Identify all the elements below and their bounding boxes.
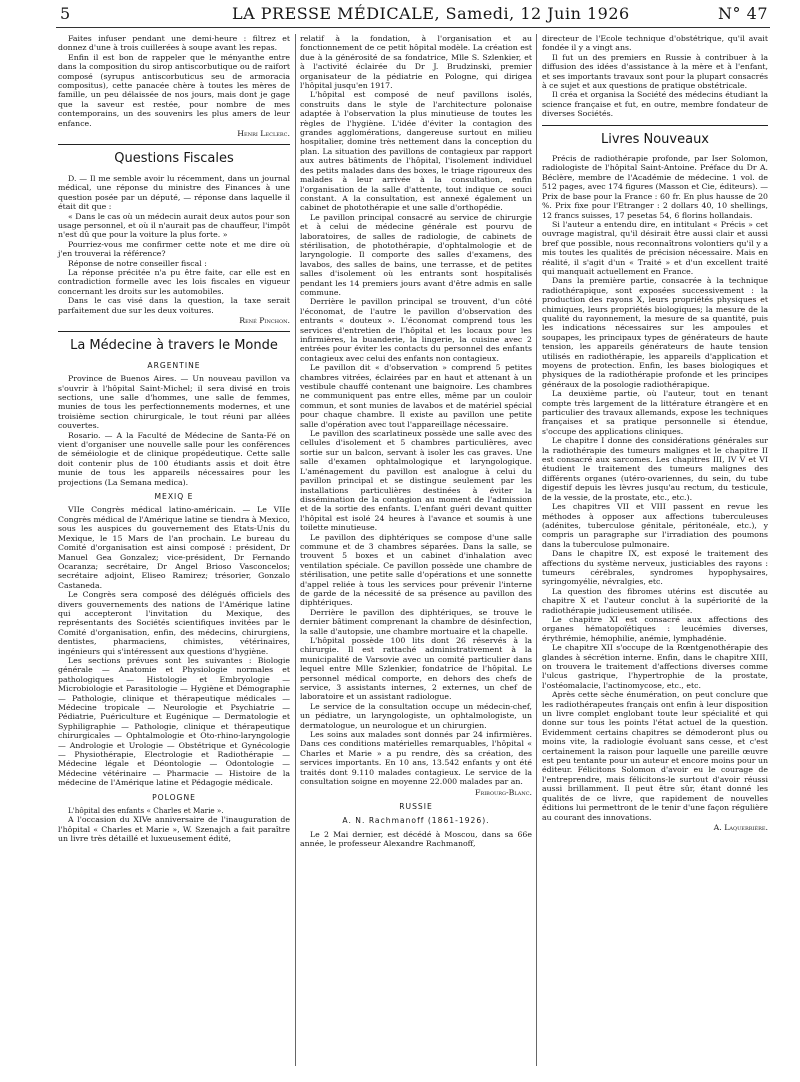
paragraph: VIIe Congrès médical latino-américain. — Le VIIe Congrès médical de l'Amérique latine se tiendra à Mexico, sous les auspices du gouvernement des Etats-Unis du Mexique, le 15 Mars de l'an prochain. Le bureau du Comité d'organisation est ainsi composé : président, Dr Manuel Gea Gonzalez; vice-président, Dr Fernando Ocaranza; secrétaire, Dr Angel Brioso Vasconcelos; secrétaire adjoint, Eliseo Ramirez; trésorier, Gonzalo Castaneda. [58, 505, 290, 590]
page-header [0, 0, 800, 36]
paragraph: Le chapitre XI est consacré aux affections des organes hématopoïétiques : leucémies diverses, érythrémie, hémophilie, anémie, lymphadénie. [542, 614, 768, 643]
paragraph: Province de Buenos Aires. — Un nouveau pavillon va s'ouvrir à l'hôpital Saint-Michel; il sera divisé en trois sections, une salle d'hommes, une salle de femmes, munies de tous les perfectionnements modernes, et une troisième section chirurgicale, le tout réuni par allées couvertes. [58, 374, 290, 431]
paragraph: La deuxième partie, où l'auteur, tout en tenant compte très largement de la littérature étrangère et en particulier des travaux allemands, expose les techniques françaises et sa pratique personnelle si étendue, s'occupe des applications cliniques. [542, 389, 768, 436]
country-heading: ARGENTINE [147, 360, 201, 370]
paragraph: Le chapitre XII s'occupe de la Rœntgenothérapie des glandes à sécrétion interne. Enfin, dans le chapitre XIII, on trouvera le traitement d'affections diverses comme l'ulcus gastrique, l'hypertrophie de la prostate, l'ostéomalacie, l'actinomycose, etc., etc. [542, 643, 768, 690]
paragraph: Dans le cas visé dans la question, la taxe serait parfaitement due sur les deux voitures. [58, 296, 290, 315]
header-rule [56, 27, 770, 28]
paragraph: Derrière le pavillon principal se trouvent, d'un côté l'économat, de l'autre le pavillon d'observation des entrants « douteux ». L'économat comprend tous les services d'entretien de l'hôpital et les locaux pour les infirmières, la buanderie, la lingerie, la cuisine avec 2 entrées pour éviter les contacts du personnel des enfants contagieux avec celui des enfants non contagieux. [300, 297, 532, 363]
paragraph: D. — Il me semble avoir lu récemment, dans un journal médical, une réponse du ministre des Finances à une question posée par un député, — réponse dans laquelle il était dit que : [58, 173, 290, 212]
obituary-heading: A. N. Rachmanoff (1861-1926). [342, 816, 490, 826]
paragraph: Dans le chapitre IX, est exposé le traitement des affections du système nerveux, justiciables des rayons : tumeurs cérébrales, syndromes hypophysaires, syringomyélie, névralgies, etc. [542, 549, 768, 587]
country-heading: MEXIQ E [154, 492, 194, 502]
section-divider [58, 144, 290, 145]
column-rule-2 [536, 34, 537, 1066]
column-rule-1 [295, 34, 296, 1066]
paragraph: Le pavillon principal consacré au service de chirurgie et à celui de médecine générale est pourvu de laboratoires, de salles de radiologie, de cabinets de stérilisation, de photothérapie, d'ophtalmologie et de laryngologie. Il comporte des salles d'examens, des lavabos, des salles de bains, une terrasse, et de petites salles d'isolement où les entrants sont hospitalisés pendant les 14 premiers jours avant d'être admis en salle commune. [300, 212, 532, 297]
paragraph: Le Congrès sera composé des délégués officiels des divers gouvernements des nations de l'Amérique latine qui accepteront l'invitation du Mexique, des représentants des Sociétés scientifiques invitées par le Comité d'organisation, enfin, des médecins, chirurgiens, dentistes, pharmaciens, chimistes, vétérinaires, ingénieurs qui s'intéressent aux questions d'hygiène. [58, 590, 290, 656]
issue-number: N° 47 [718, 4, 768, 23]
paragraph: Après cette sèche énumération, on peut conclure que les radiothérapeutes français ont enfin à leur disposition un livre complet englobant toute leur spécialité et qui donne sur tous les points l'état actuel de la question. Evidemment certains chapitres se démoderont plus ou moins vite, la radiologie évoluant sans cesse, et c'est certainement la raison pour laquelle une pareille œuvre est peu tentante pour un auteur et encore moins pour un éditeur. Félicitons Solomon d'avoir eu le courage de l'entreprendre, mais félicitons-le surtout d'avoir réussi aussi brillamment. Il peut être sûr, étant donné les qualités de ce livre, que rapidement de nouvelles éditions lui permettront de le tenir d'une façon régulière au courant des innovations. [542, 690, 768, 822]
column-left [58, 34, 290, 844]
paragraph: L'hôpital possède 100 lits dont 26 réservés à la chirurgie. Il est rattaché administrativement à la municipalité de Varsovie avec un comité particulier dans lequel entre Mlle Szlenkier, fondatrice de l'hôpital. Le personnel médical comporte, en dehors des chefs de service, 3 assistants internes, 2 externes, un chef de laboratoire et un assistant radiologue. [300, 636, 532, 702]
paragraph: La réponse précitée n'a pu être faite, car elle est en contradiction formelle avec les lois fiscales en vigueur concernant les droits sur les automobiles. [58, 267, 290, 296]
paragraph: Le chapitre I donne des considérations générales sur la radiothérapie des tumeurs malignes et le chapitre II est consacré aux sarcomes. Les chapitres III, IV V et VI étudient le traitement des tumeurs malignes des différents organes (utéro-ovariennes, du sein, du tube digestif depuis les lèvres jusqu'au rectum, du testicule, de la vessie, de la prostate, etc., etc.). [542, 436, 768, 502]
book-reference: Précis de radiothérapie profonde, par Iser Solomon, radiologiste de l'hôpital Saint-Antoine. Préface du Dr A. Béclère, membre de l'Académie de médecine. 1 vol. de 512 pages, avec 174 figures (Masson et Cie, éditeurs). — Prix de base pour la France : 60 fr. En plus hausse de 20 %. Prix fixe pour l'Etranger : 2 dollars 40, 10 shellings, 12 francs suisses, 17 pesetas 54, 6 florins hollandais. [542, 154, 768, 220]
paragraph: Derrière le pavillon des diphtériques, se trouve le dernier bâtiment comprenant la chambre de désinfection, la salle d'autopsie, une chambre mortuaire et la chapelle. [300, 607, 532, 636]
paragraph: L'hôpital est composé de neuf pavillons isolés, construits dans le style de l'architecture polonaise adaptée à l'observation la plus minutieuse de toutes les règles de l'hygiène. L'idée d'éviter la contagion des grandes agglomérations, dangereuse surtout en milieu hospitalier, domine très nettement dans la conception du plan. La situation des pavillons de contagieux par rapport aux autres bâtiments de l'hôpital, l'isolement individuel des petits malades dans des boxes, le triage rigoureux des malades à leur arrivée à la consultation, enfin l'organisation de la salle d'attente, tout indique ce souci constant. A la consultation, est annexé également un cabinet de photothérapie et une salle d'orthopédie. [300, 90, 532, 213]
paragraph: Le service de la consultation occupe un médecin-chef, un pédiatre, un laryngologiste, un ophtalmologiste, un dermatologue, un neurologue et un chirurgien. [300, 701, 532, 730]
country-heading: POLOGNE [152, 792, 196, 802]
author-signature: Henri Leclerc. [237, 129, 290, 139]
paragraph: Rosario. — A la Faculté de Médecine de Santa-Fé on vient d'organiser une nouvelle salle pour les conférences de séméiologie et de clinique propédeutique. Cette salle doit contenir plus de 100 étudiants assis et doit être munie de tous les appareils nécessaires pour les projections (La Semana medica). [58, 430, 290, 487]
paragraph: Le pavillon dit « d'observation » comprend 5 petites chambres vitrées, éclairées par en haut et attenant à un vestibule chauffé contenant une baignoire. Les chambres ne communiquent pas entre elles, même par un couloir commun, et sont munies de lavabos et de matériel spécial pour chaque chambre. Il existe au pavillon une petite salle d'opération avec tout l'appareillage nécessaire. [300, 363, 532, 429]
paragraph: La question des fibromes utérins est discutée au chapitre X et l'auteur conclut à la supériorité de la radiothérapie judicieusement utilisée. [542, 586, 768, 615]
paragraph: Faites infuser pendant une demi-heure : filtrez et donnez d'une à trois cuillerées à soupe avant les repas. [58, 34, 290, 53]
section-title: Livres Nouveaux [600, 131, 710, 147]
paragraph: Les chapitres VII et VIII passent en revue les méthodes à opposer aux affections tuberculeuses (adénites, tuberculose génitale, péritonéale, etc.), y compris un paragraphe sur l'irradiation des poumons dans la tuberculose pulmonaire. [542, 502, 768, 549]
paragraph: Le 2 Mai dernier, est décédé à Moscou, dans sa 66e année, le professeur Alexandre Rachmanoff, [300, 829, 532, 849]
author-signature: Fribourg-Blanc. [475, 787, 532, 797]
column-middle [300, 34, 532, 849]
paragraph: relatif à la fondation, à l'organisation et au fonctionnement de ce petit hôpital modèle. La création est due à la générosité de sa fondatrice, Mlle S. Szlenkier, et à l'activité éclairée du Dr J. Brudzinski, premier organisateur de la pédiatrie en Pologne, qui dirigea l'hôpital jusqu'en 1917. [300, 34, 532, 91]
section-title: Questions Fiscales [114, 151, 234, 167]
section-divider [58, 331, 290, 332]
author-signature: A. Laquerrière. [713, 822, 768, 832]
paragraph: Le pavillon des diphtériques se compose d'une salle commune et de 3 chambres séparées. Dans la salle, se trouvent 5 boxes et un cabinet d'inhalation avec ventilation spéciale. Ce pavillon possède une chambre de stérilisation, une petite salle d'opérations et une sonnette d'appel reliée à tous les services pour prévenir l'interne de garde de la nécessité de sa présence au pavillon des diphtériques. [300, 532, 532, 608]
section-divider [542, 125, 768, 126]
paragraph: Les sections prévues sont les suivantes : Biologie générale — Anatomie et Physiologie normales et pathologiques — Histologie et Embryologie — Microbiologie et Parasitologie — Hygiène et Démographie — Pathologie, clinique et thérapeutique médicales — Médecine tropicale — Neurologie et Psychiatrie — Pédiatrie, Puériculture et Eugénique — Dermatologie et Syphiligraphie — Pathologie, clinique et thérapeutique chirurgicales — Ophtalmologie et Oto-rhino-laryngologie — Andrologie et Urologie — Obstétrique et Gynécologie — Physiothérapie, Electrologie et Radiothérapie — Médecine légale et Déontologie — Odontologie — Médecine vétérinaire — Pharmacie — Histoire de la médecine de l'Amérique latine et Pédagogie médicale. [58, 655, 290, 788]
column-right [542, 34, 768, 832]
section-title: La Médecine à travers le Monde [70, 338, 278, 354]
paragraph: L'hôpital des enfants « Charles et Marie ». [68, 806, 224, 816]
country-heading: RUSSIE [399, 801, 433, 811]
author-signature: René Pinchon. [239, 315, 290, 325]
paragraph: Réponse de notre conseiller fiscal : [68, 258, 207, 268]
paragraph: Le pavillon des scarlatineux possède une salle avec des cellules d'isolement et 5 chambres particulières, avec sortie sur un balcon, servant à isoler les cas graves. Une salle d'examen ophtalmologique et laryngologique. L'aménagement du pavillon est analogue à celui du pavillon principal et se distingue seulement par les installations particulières destinées à éviter la dissémination de la contagion au moment de l'admission et de la sortie des enfants. L'enfant guéri devant quitter l'hôpital est isolé 24 heures à l'avance et soumis à une toilette minutieuse. [300, 429, 532, 533]
paragraph: Si l'auteur a entendu dire, en intitulant « Précis » cet ouvrage magistral, qu'il désirait être aussi clair et aussi bref que possible, nous reconnaîtrons volontiers qu'il y a mis toutes les qualités de précision nécessaire. Mais en réalité, il s'agit d'un « Traité » et d'un excellent traité qui manquait actuellement en France. [542, 219, 768, 276]
paragraph: A l'occasion du XIVe anniversaire de l'inauguration de l'hôpital « Charles et Marie », W. Szenajch a fait paraître un livre très détaillé et luxueusement édité, [58, 815, 290, 844]
journal-title: LA PRESSE MÉDICALE, Samedi, 12 Juin 1926 [232, 4, 630, 23]
paragraph: Dans la première partie, consacrée à la technique radiothérapique, sont exposées successivement : la production des rayons X, leurs propriétés physiques et chimiques, leurs propriétés biologiques; la mesure de la qualité du rayonnement, la mesure de sa quantité, puis les indications nécessaires sur les ampoules et soupapes, les principaux types de générateurs de haute tension, les appareils générateurs de haute tension utilisés en radiothérapie, les appareils d'application et moyens de protection. Enfin, les bases biologiques et physiques de la radiothérapie profonde et les principes généraux de la posologie radiothérapique. [542, 276, 768, 389]
paragraph: « Dans le cas où un médecin aurait deux autos pour son usage personnel, et où il n'aurait pas de chauffeur, l'impôt n'est dû que pour la voiture la plus forte. » [58, 211, 290, 240]
paragraph: directeur de l'Ecole technique d'obstétrique, qu'il avait fondée il y a vingt ans. [542, 34, 768, 53]
paragraph: Enfin il est bon de rappeler que le ményanthe entre dans la composition du sirop antiscorbutique ou de raifort composé (syrupus antiscorbuticus seu de armoracia compositus), cette panacée chère à toutes les mères de famille, un peu délaissée de nos jours, mais dont je gage que la saveur est restée, pour nombre de mes contemporains, un des souvenirs les plus amers de leur enfance. [58, 52, 290, 128]
paragraph: Il créa et organisa la Société des médecins étudiant la science française et fut, en outre, membre fondateur de diverses Sociétés. [542, 90, 768, 119]
paragraph: Il fut un des premiers en Russie à contribuer à la diffusion des idées d'assistance à la mère et à l'enfant, et ses importants travaux sont pour la plupart consacrés à ce sujet et aux questions de pratique obstétricale. [542, 52, 768, 91]
page-number: 5 [60, 4, 71, 23]
paragraph: Pourriez-vous me confirmer cette note et me dire où j'en trouverai la référence? [58, 239, 290, 259]
paragraph: Les soins aux malades sont donnés par 24 infirmières. Dans ces conditions matérielles remarquables, l'hôpital « Charles et Marie » a pu rendre, dès sa création, des services importants. En 10 ans, 13.542 enfants y ont été traités dont 9.110 malades contagieux. Le service de la consultation soigne en moyenne 22.000 malades par an. [300, 730, 532, 787]
